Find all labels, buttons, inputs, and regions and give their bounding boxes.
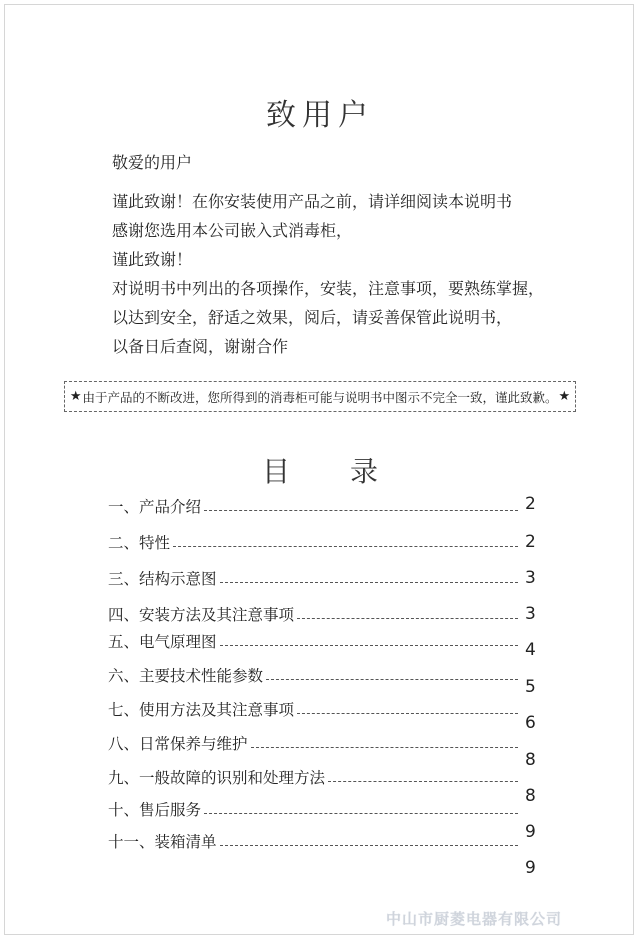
- toc-leader: [220, 582, 518, 583]
- toc-title: [0, 450, 640, 490]
- toc-leader: [251, 747, 518, 748]
- page-number: 9: [525, 822, 536, 842]
- toc-item-label: 八、日常保养与维护: [108, 735, 248, 753]
- letter-line: 以备日后查阅，谢谢合作: [112, 337, 289, 356]
- toc-leader: [204, 510, 518, 511]
- toc-item-product-intro[interactable]: [108, 493, 518, 517]
- letter-line: 对说明书中列出的各项操作，安装，注意事项，要熟练掌握，: [112, 279, 545, 298]
- toc-item-features[interactable]: [108, 529, 518, 553]
- toc-item-label: 二、特性: [108, 534, 171, 552]
- letter-body: [112, 187, 602, 361]
- toc-item-structure-diagram[interactable]: [108, 565, 518, 589]
- page-number: 5: [525, 677, 536, 697]
- toc-item-label: 十、售后服务: [108, 801, 202, 819]
- toc-leader: [297, 713, 518, 714]
- toc-item-label: 四、安装方法及其注意事项: [108, 606, 295, 624]
- toc-leader: [220, 645, 518, 646]
- page-number: 9: [525, 858, 536, 878]
- page-number: 6: [525, 713, 536, 733]
- star-icon: ★: [69, 389, 82, 404]
- toc-title-left: 目: [261, 455, 290, 488]
- notice-box: [64, 381, 576, 412]
- toc-item-technical-parameters[interactable]: [108, 662, 518, 686]
- toc-item-label: 三、结构示意图: [108, 570, 217, 588]
- notice-text: 由于产品的不断改进，您所得到的消毒柜可能与说明书中图示不完全一致，谨此致歉。: [82, 389, 558, 405]
- toc-item-usage[interactable]: [108, 696, 518, 720]
- toc-item-after-sales[interactable]: [108, 796, 518, 820]
- page-number: 2: [525, 532, 536, 552]
- page-number: 8: [525, 750, 536, 770]
- letter-line: 谨此致谢！在你安装使用产品之前，请详细阅读本说明书: [112, 192, 513, 211]
- toc-item-maintenance[interactable]: [108, 730, 518, 754]
- page-number: 4: [525, 640, 536, 660]
- toc-leader: [297, 618, 518, 619]
- toc-item-troubleshooting[interactable]: [108, 764, 518, 788]
- toc-leader: [328, 781, 518, 782]
- toc-item-installation[interactable]: [108, 601, 518, 625]
- greeting: 敬爱的用户: [112, 153, 193, 172]
- toc-leader: [220, 845, 518, 846]
- toc-item-label: 六、主要技术性能参数: [108, 667, 264, 685]
- page-number: 3: [525, 604, 536, 624]
- toc-leader: [266, 679, 518, 680]
- toc-leader: [204, 813, 518, 814]
- letter-line: 感谢您选用本公司嵌入式消毒柜，: [112, 221, 353, 240]
- letter-line: 以达到安全，舒适之效果，阅后，请妥善保管此说明书，: [112, 308, 513, 327]
- toc-title-right: 录: [350, 455, 379, 488]
- page-number: 3: [525, 568, 536, 588]
- page-title: 致用户: [266, 98, 374, 133]
- toc-item-label: 一、产品介绍: [108, 498, 202, 516]
- toc-item-label: 五、电气原理图: [108, 633, 217, 651]
- toc-item-electrical-diagram[interactable]: [108, 628, 518, 652]
- toc-item-label: 十一、装箱清单: [108, 833, 217, 851]
- toc-item-label: 九、一般故障的识别和处理方法: [108, 769, 326, 787]
- toc-leader: [173, 546, 518, 547]
- toc-item-label: 七、使用方法及其注意事项: [108, 701, 295, 719]
- page-number: 8: [525, 786, 536, 806]
- company-watermark: 中山市厨菱电器有限公司: [386, 910, 563, 928]
- toc-item-packing-list[interactable]: [108, 828, 518, 852]
- star-icon: ★: [558, 389, 571, 404]
- letter-line: 谨此致谢！: [112, 250, 193, 269]
- page-number: 2: [525, 494, 536, 514]
